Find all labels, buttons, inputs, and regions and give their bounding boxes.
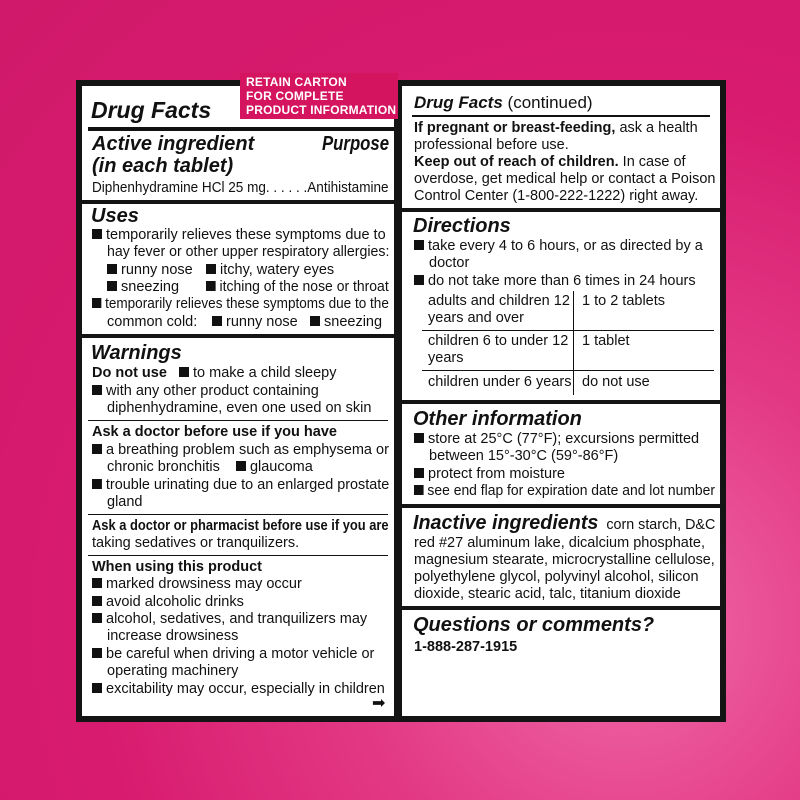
do-not-use-item-2-line-1: with any other product containing xyxy=(92,383,319,400)
ask-doctor-item-2-line-2: gland xyxy=(107,494,143,510)
uses-item-2-line-1: temporarily relieves these symptoms due to the xyxy=(92,296,389,313)
ingredient-line: Diphenhydramine HCl 25 mg. . . . . .Antihistamine xyxy=(92,180,389,196)
active-ingredient-subheading: (in each tablet) xyxy=(92,155,234,177)
ask-doctor-item-2-line-1: trouble urinating due to an enlarged prostate xyxy=(92,477,389,494)
when-using-item-5: excitability may occur, especially in children xyxy=(92,681,385,698)
bullet-icon xyxy=(414,240,424,250)
when-using-item-4-line-2: operating machinery xyxy=(107,663,239,679)
do-not-use-line: Do not use to make a child sleepy xyxy=(92,365,337,381)
other-info-item-2: protect from moisture xyxy=(414,466,565,483)
active-ingredient-heading: Active ingredient xyxy=(92,133,255,155)
when-using-item-1: marked drowsiness may occur xyxy=(92,576,302,593)
bullet-icon xyxy=(92,648,102,658)
directions-item-1-line-1: take every 4 to 6 hours, or as directed by a xyxy=(414,238,703,255)
questions-panel xyxy=(402,610,720,716)
other-information-panel xyxy=(402,404,720,504)
when-using-heading: When using this product xyxy=(92,559,262,575)
bullet-icon xyxy=(414,468,424,478)
ask-pharmacist-text: taking sedatives or tranquilizers. xyxy=(92,535,300,551)
bullet-icon xyxy=(212,316,222,326)
continued-title-rule xyxy=(412,115,710,117)
bullet-icon xyxy=(92,444,102,454)
dosage-row-3-age: children under 6 years xyxy=(428,374,572,390)
keep-out-line-2: overdose, get medical help or contact a Poison xyxy=(414,171,716,187)
bullet-icon xyxy=(92,613,102,623)
dosage-row-3-dose: do not use xyxy=(582,374,650,390)
bullet-icon xyxy=(107,264,117,274)
do-not-use-item-2-line-2: diphenhydramine, even one used on skin xyxy=(107,400,372,416)
ask-pharmacist-heading: Ask a doctor or pharmacist before use if you are xyxy=(92,518,389,534)
directions-item-2: do not take more than 6 times in 24 hours xyxy=(414,273,696,290)
questions-phone: 1-888-287-1915 xyxy=(414,639,518,655)
bullet-icon xyxy=(206,264,216,274)
uses-item-2-line-2: common cold: xyxy=(107,314,198,330)
uses-item-2-sub-sneezing: sneezing xyxy=(310,314,382,331)
directions-panel xyxy=(402,212,720,400)
right-panel-header xyxy=(402,86,720,208)
dosage-table-col-divider xyxy=(573,291,574,395)
warnings-divider-2 xyxy=(88,514,388,515)
directions-heading: Directions xyxy=(413,215,511,237)
bullet-icon xyxy=(92,229,102,239)
uses-sub-itching-nose: itching of the nose or throat xyxy=(206,279,389,296)
inactive-heading: Inactive ingredients xyxy=(413,512,599,534)
warnings-panel xyxy=(82,338,394,716)
inactive-line-3: magnesium stearate, microcrystalline cellulose, xyxy=(414,552,715,568)
pregnant-line-2: professional before use. xyxy=(414,137,569,153)
purpose-heading: Purpose xyxy=(322,133,390,155)
keep-out-line-1: Keep out of reach of children. In case of xyxy=(414,154,686,170)
do-not-use-label: Do not use xyxy=(92,365,167,381)
warnings-divider-1 xyxy=(88,420,388,421)
pregnant-line-1: If pregnant or breast-feeding, ask a health xyxy=(414,120,698,136)
bullet-icon xyxy=(92,683,102,693)
inactive-line-1: Inactive ingredients corn starch, D&C xyxy=(413,512,716,534)
bullet-icon xyxy=(414,275,424,285)
uses-item-2-sub-runny: runny nose xyxy=(212,314,298,331)
retain-carton-banner: RETAIN CARTON FOR COMPLETE PRODUCT INFORMATION xyxy=(240,73,398,119)
directions-item-1-line-2: doctor xyxy=(429,255,470,271)
dosage-row-2-age-line-1: children 6 to under 12 xyxy=(428,333,569,349)
inactive-line-5: dioxide, stearic acid, talc, titanium dioxide xyxy=(414,586,681,602)
dosage-row-1-age-line-2: years and over xyxy=(428,310,524,326)
ask-doctor-item-1-line-2: chronic bronchitis glaucoma xyxy=(107,459,313,475)
inactive-line-4: polyethylene glycol, polyvinyl alcohol, silicon xyxy=(414,569,699,585)
bullet-icon xyxy=(179,367,189,377)
uses-sub-runny-nose: runny nose xyxy=(107,262,193,279)
uses-sub-itchy-eyes: itchy, watery eyes xyxy=(206,262,334,279)
other-info-item-3: see end flap for expiration date and lot number xyxy=(414,483,715,500)
warnings-heading: Warnings xyxy=(91,342,182,364)
drug-facts-title: Drug Facts xyxy=(91,97,212,123)
when-using-item-4-line-1: be careful when driving a motor vehicle or xyxy=(92,646,374,663)
other-information-heading: Other information xyxy=(413,408,582,430)
when-using-item-3-line-1: alcohol, sedatives, and tranquilizers may xyxy=(92,611,367,628)
bullet-icon xyxy=(92,385,102,395)
uses-sub-sneezing: sneezing xyxy=(107,279,179,296)
ask-doctor-heading: Ask a doctor before use if you have xyxy=(92,424,337,440)
warnings-divider-3 xyxy=(88,555,388,556)
keep-out-line-3: Control Center (1-800-222-1222) right away. xyxy=(414,188,699,204)
dosage-table-row-divider-2 xyxy=(422,370,714,371)
dosage-row-1-age-line-1: adults and children 12 xyxy=(428,293,570,309)
title-rule xyxy=(88,127,394,131)
uses-heading: Uses xyxy=(91,205,139,227)
dosage-table-row-divider-1 xyxy=(422,330,714,331)
when-using-item-3-line-2: increase drowsiness xyxy=(107,628,239,644)
bullet-icon xyxy=(206,281,216,291)
bullet-icon xyxy=(107,281,117,291)
uses-panel xyxy=(82,204,394,334)
dosage-row-2-age-line-2: years xyxy=(428,350,464,366)
questions-heading: Questions or comments? xyxy=(413,614,655,636)
other-info-item-1-line-1: store at 25°C (77°F); excursions permitted xyxy=(414,431,699,448)
continue-arrow-icon: ➡ xyxy=(372,695,386,712)
uses-item-1-line-2: hay fever or other upper respiratory allergies: xyxy=(107,244,390,260)
dosage-row-2-dose: 1 tablet xyxy=(582,333,630,349)
inactive-line-2: red #27 aluminum lake, dicalcium phosphate, xyxy=(414,535,705,551)
when-using-item-2: avoid alcoholic drinks xyxy=(92,594,244,611)
continued-title: Drug Facts (continued) xyxy=(414,93,593,112)
uses-item-1-line-1: temporarily relieves these symptoms due to xyxy=(92,227,386,244)
bullet-icon xyxy=(414,485,424,495)
bullet-icon xyxy=(310,316,320,326)
bullet-icon xyxy=(92,298,101,308)
bullet-icon xyxy=(92,578,102,588)
dosage-row-1-dose: 1 to 2 tablets xyxy=(582,293,666,309)
other-info-item-1-line-2: between 15°-30°C (59°-86°F) xyxy=(429,448,619,464)
inactive-ingredients-panel xyxy=(402,508,720,606)
drug-facts-label xyxy=(76,80,726,722)
bullet-icon xyxy=(414,433,424,443)
bullet-icon xyxy=(92,479,102,489)
bullet-icon xyxy=(92,596,102,606)
ask-doctor-item-1-line-1: a breathing problem such as emphysema or xyxy=(92,442,389,459)
bullet-icon xyxy=(236,461,246,471)
